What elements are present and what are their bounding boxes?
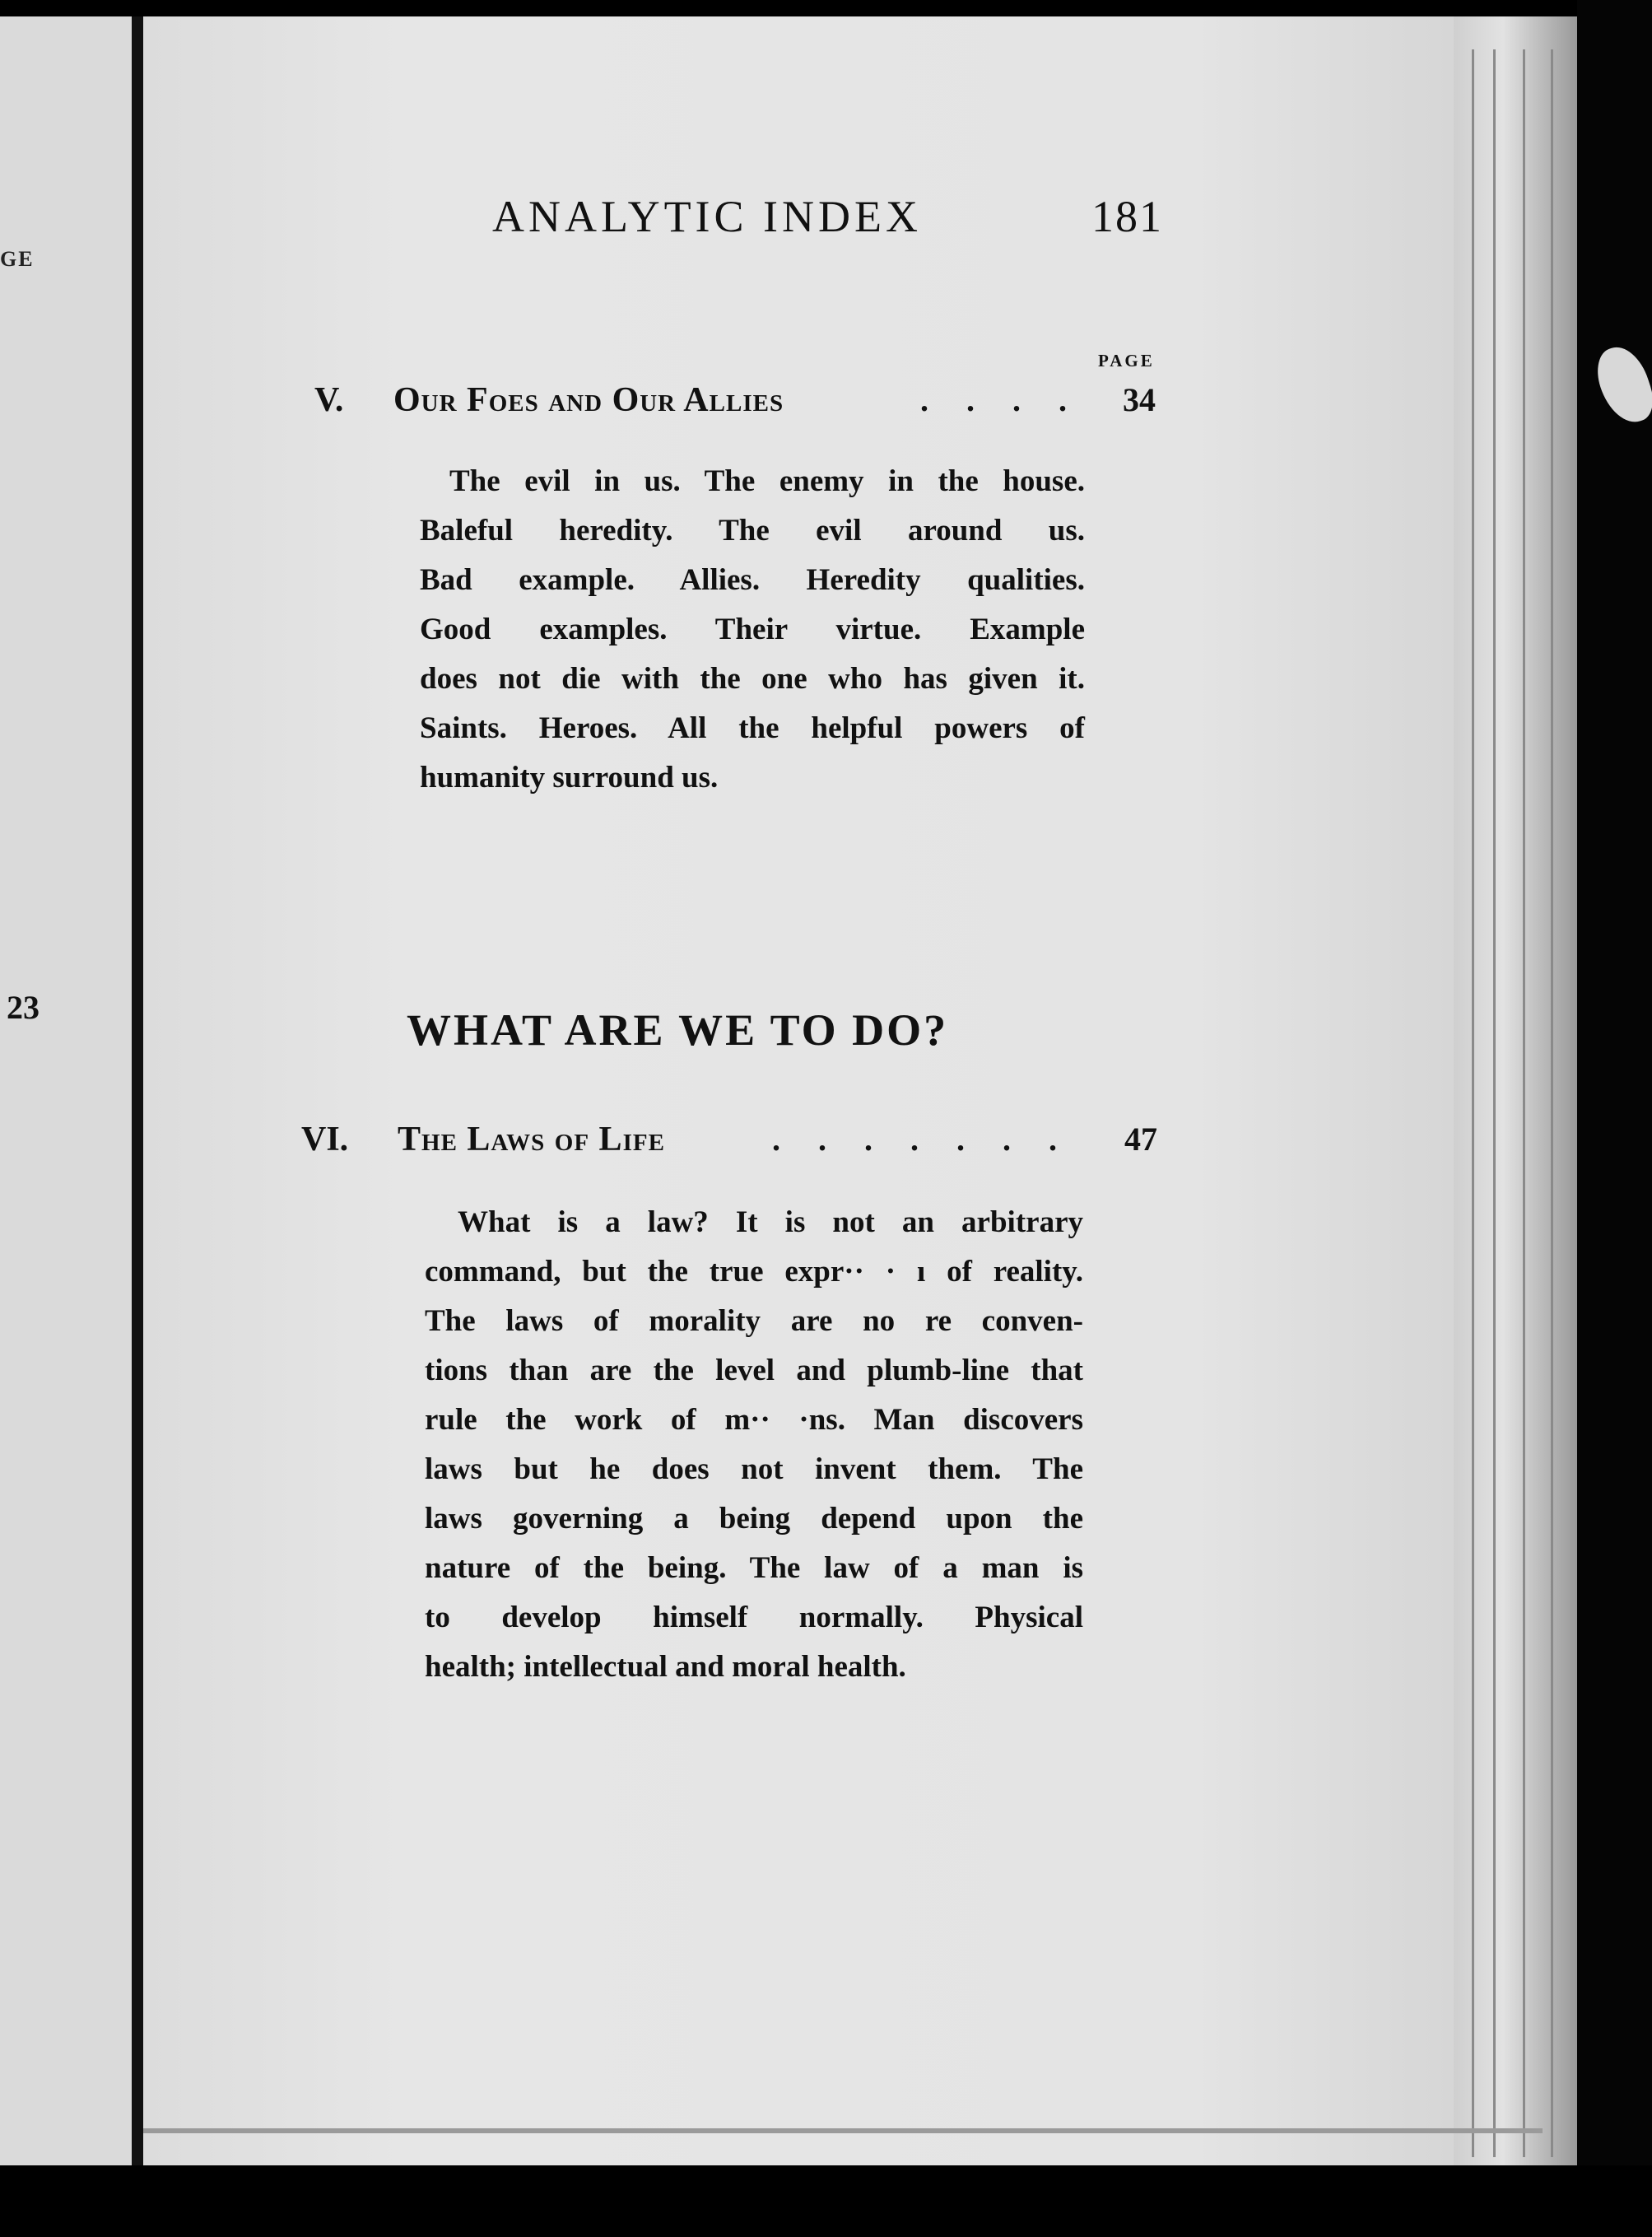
summary-line: tions than are the level and plumb-line that [425, 1354, 1083, 1387]
summary-line: nature of the being. The law of a man is [425, 1551, 1083, 1585]
previous-page-strip [0, 16, 132, 2165]
summary-line: Baleful heredity. The evil around us. [420, 514, 1085, 548]
book-gutter [132, 16, 143, 2178]
page-edge-line [1472, 49, 1474, 2157]
summary-line: The evil in us. The enemy in the house. [449, 464, 1085, 498]
summary-line: The laws of morality are no re conven- [425, 1304, 1083, 1338]
chapter-numeral: V. [314, 381, 344, 419]
chapter-numeral: VI. [301, 1121, 349, 1158]
summary-line: laws governing a being depend upon the [425, 1502, 1083, 1536]
chapter-page-number: 34 [1123, 381, 1156, 418]
page-bottom-edge [143, 2128, 1543, 2133]
scan-border-top [0, 0, 1652, 16]
chapter-title: The Laws of Life [398, 1121, 665, 1158]
page-edge-line [1551, 49, 1553, 2157]
leader-dots: . . . . [920, 381, 1082, 418]
summary-line: command, but the true expr·· · ı of reality. [425, 1255, 1083, 1289]
chapter-page-number: 47 [1124, 1121, 1157, 1158]
scan-border-bottom [0, 2165, 1652, 2237]
summary-line: laws but he does not invent them. The [425, 1452, 1083, 1486]
left-page-number-fragment: 23 [7, 989, 40, 1026]
page-edges [1454, 16, 1577, 2182]
book-page [143, 16, 1454, 2165]
page-edge-line [1493, 49, 1496, 2157]
summary-line: Saints. Heroes. All the helpful powers of [420, 711, 1085, 745]
summary-line: Bad example. Allies. Heredity qualities. [420, 563, 1085, 597]
chapter-title: Our Foes and Our Allies [393, 381, 784, 419]
chapter-summary [425, 1198, 1083, 1692]
page-column-label: PAGE [1098, 351, 1155, 371]
summary-line: health; intellectual and moral health. [425, 1650, 906, 1684]
page-number: 181 [1091, 192, 1163, 241]
scan-border-right [1577, 0, 1652, 2237]
summary-line: to develop himself normally. Physical [425, 1601, 1083, 1634]
summary-line: rule the work of m·· ·ns. Man discovers [425, 1403, 1083, 1437]
summary-line: What is a law? It is not an arbitrary [458, 1205, 1083, 1239]
leader-dots: . . . . . . . [772, 1121, 1072, 1158]
running-title: ANALYTIC INDEX [492, 192, 923, 241]
chapter-summary [420, 457, 1085, 803]
summary-line: humanity surround us. [420, 761, 719, 795]
left-page-header-fragment: GE [0, 247, 35, 271]
summary-line: Good examples. Their virtue. Example [420, 613, 1085, 646]
page-edge-line [1523, 49, 1525, 2157]
summary-line: does not die with the one who has given it. [420, 662, 1085, 696]
section-heading: WHAT ARE WE TO DO? [407, 1005, 949, 1055]
